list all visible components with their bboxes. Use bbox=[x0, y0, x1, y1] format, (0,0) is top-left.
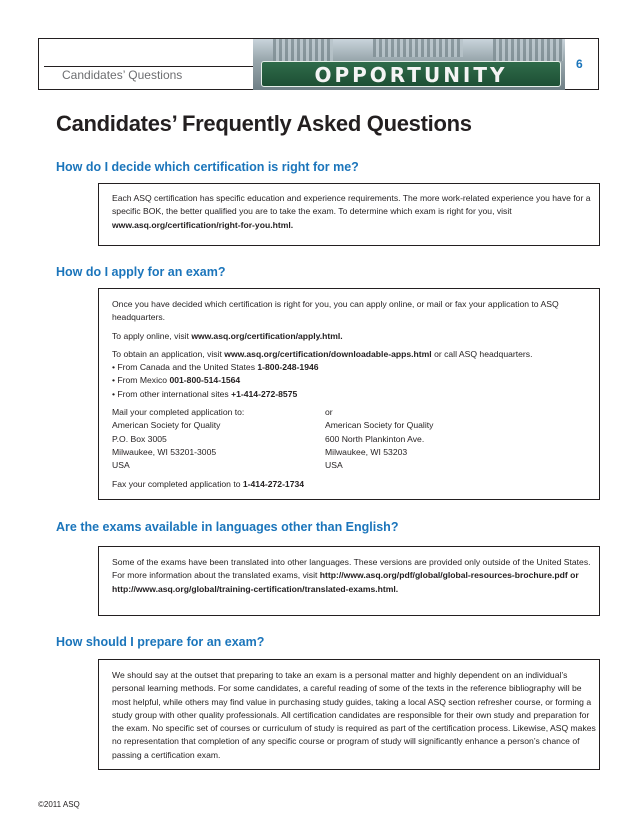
answer-text: or call ASQ headquarters. bbox=[434, 348, 533, 359]
answer-text: Some of the exams have been translated into other languages. These versions are provided only outside of the United States. For more information about the translated exams, visit bbox=[112, 557, 591, 581]
address-line: 600 North Plankinton Ave. bbox=[325, 433, 425, 444]
answer-box bbox=[98, 288, 600, 500]
question-heading: How do I apply for an exam? bbox=[56, 265, 226, 279]
answer-paragraph: Once you have decided which certification is right for you, you can apply online, or mail or fax your application to ASQ headquarters. bbox=[112, 299, 559, 323]
copyright: ©2011 ASQ bbox=[38, 800, 80, 809]
answer-paragraph: We should say at the outset that preparing to take an exam is a personal matter and highly dependent on an individual’s personal learning methods. For some candidates, a careful reading of some of the texts in the reference bibliography will be most helpful, while others may find value in purchasing study guides, taking a local ASQ section refresher course, or forming a study group with other quality professionals. All certification candidates are responsible for their own study and preparation for the exam. No specific set of courses or curriculum of study is required as part of the certification process. Likewise, ASQ makes no representation that completion of any specific course or program of study will significantly enhance a person’s chance of passing a certification exam. bbox=[112, 670, 596, 760]
phone-label: From other international sites bbox=[117, 388, 229, 399]
answer-text: To apply online, visit bbox=[112, 330, 189, 341]
page-number: 6 bbox=[576, 57, 583, 71]
phone-label: From Mexico bbox=[117, 375, 168, 386]
url-link[interactable]: www.asq.org/certification/apply.html. bbox=[191, 330, 343, 341]
page-title: Candidates’ Frequently Asked Questions bbox=[56, 111, 472, 136]
phone-label: From Canada and the United States bbox=[117, 362, 255, 373]
building-shape bbox=[373, 39, 463, 57]
address-line: American Society for Quality bbox=[112, 420, 221, 431]
address-line: P.O. Box 3005 bbox=[112, 433, 167, 444]
fax-number: 1-414-272-1734 bbox=[242, 478, 305, 489]
question-heading: How should I prepare for an exam? bbox=[56, 635, 265, 649]
address-line: American Society for Quality bbox=[325, 420, 434, 431]
banner-text: OPPORTUNITY bbox=[314, 63, 508, 87]
header-divider bbox=[44, 66, 254, 67]
list-item bbox=[112, 361, 599, 374]
answer-box bbox=[98, 183, 600, 246]
answer-paragraph bbox=[112, 330, 599, 343]
address-line: Milwaukee, WI 53201-3005 bbox=[112, 446, 217, 457]
answer-paragraph bbox=[112, 348, 599, 361]
opportunity-banner-image bbox=[253, 39, 565, 90]
answer-paragraph bbox=[112, 556, 599, 596]
phone-number: 001-800-514-1564 bbox=[169, 375, 241, 386]
url-link[interactable]: http://www.asq.org/pdf/global/global-resources-brochure.pdf bbox=[319, 570, 568, 581]
answer-paragraph bbox=[112, 192, 599, 232]
url-link[interactable]: www.asq.org/certification/right-for-you.html. bbox=[112, 219, 294, 230]
mailing-addresses bbox=[112, 406, 599, 472]
answer-text: To obtain an application, visit bbox=[112, 348, 222, 359]
section-label: Candidates’ Questions bbox=[62, 68, 183, 82]
answer-text: or bbox=[570, 570, 579, 581]
answer-text: Each ASQ certification has specific education and experience requirements. The more work-related experience you have for a specific BOK, the better qualified you are to take the exam. To determine which exam is right for you, visit bbox=[112, 193, 591, 217]
question-heading: How do I decide which certification is right for me? bbox=[56, 160, 359, 174]
answer-paragraph bbox=[112, 478, 599, 491]
url-link[interactable]: www.asq.org/certification/downloadable-apps.html bbox=[224, 348, 432, 359]
address-line: Mail your completed application to: bbox=[112, 407, 245, 418]
phone-list bbox=[112, 361, 599, 401]
building-shape bbox=[273, 39, 333, 61]
question-heading: Are the exams available in languages other than English? bbox=[56, 520, 399, 534]
address-line: USA bbox=[112, 460, 130, 471]
address-column bbox=[112, 406, 325, 472]
address-column bbox=[325, 406, 525, 472]
answer-box bbox=[98, 659, 600, 770]
answer-text: Fax your completed application to bbox=[112, 478, 241, 489]
building-shape bbox=[493, 39, 563, 61]
url-link[interactable]: http://www.asq.org/global/training-certification/translated-exams.html. bbox=[112, 583, 399, 594]
street-sign bbox=[261, 61, 561, 87]
phone-number: 1-800-248-1946 bbox=[257, 362, 319, 373]
address-line: Milwaukee, WI 53203 bbox=[325, 446, 408, 457]
list-item bbox=[112, 388, 599, 401]
address-line: or bbox=[325, 407, 333, 418]
phone-number: +1-414-272-8575 bbox=[231, 388, 298, 399]
answer-box bbox=[98, 546, 600, 616]
address-line: USA bbox=[325, 460, 343, 471]
list-item bbox=[112, 374, 599, 387]
